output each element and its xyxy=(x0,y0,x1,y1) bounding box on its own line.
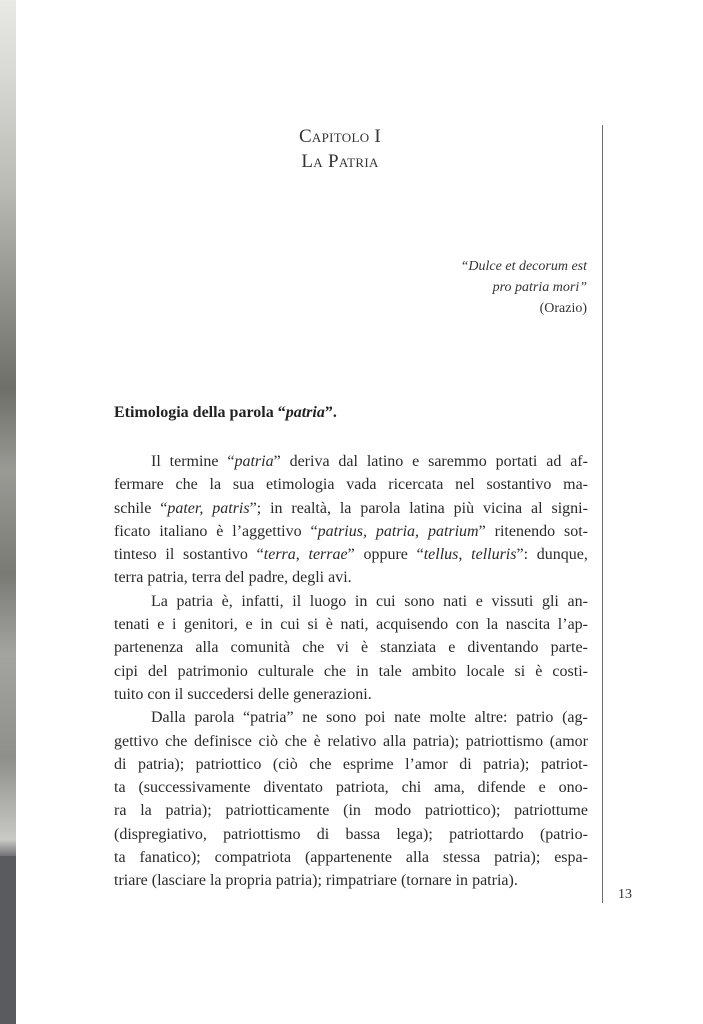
text-line: fermare che la sua etimologia vada ricercata nel sostantivo ma- xyxy=(114,476,588,494)
text-line: (dispregiativo, patriottismo di bassa lega); patriottardo (patrio- xyxy=(114,825,588,843)
epigraph-author: (Orazio) xyxy=(539,301,587,316)
heading-prefix: Etimologia della parola “ xyxy=(114,404,286,421)
text-line: terra patria, terra del padre, degli avi. xyxy=(114,569,352,587)
heading-suffix: ”. xyxy=(324,404,337,421)
gray-band xyxy=(0,856,16,1024)
text-line: tinteso il sostantivo “terra, terrae” oppure “tellus, telluris”: dunque, xyxy=(114,546,588,564)
text-line: triare (lasciare la propria patria); rimpatriare (tornare in patria). xyxy=(114,872,518,890)
chapter-name: La Patria xyxy=(301,151,379,172)
text-line: schile “pater, patris”; in realtà, la parola latina più vicina al signi- xyxy=(114,499,588,517)
text-line: cipi del patrimonio culturale che in tale ambito locale si è costi- xyxy=(114,662,588,680)
text-line: tuito con il succedersi delle generazioni. xyxy=(114,685,372,703)
heading-word: patria xyxy=(285,404,325,421)
epigraph xyxy=(461,256,587,319)
photo-edge-strip xyxy=(0,0,16,1024)
text-line: La patria è, infatti, il luogo in cui sono nati e vissuti gli an- xyxy=(151,592,588,610)
text-line: Il termine “patria” deriva dal latino e saremmo portati ad af- xyxy=(151,453,588,470)
epigraph-line-1: “Dulce et decorum est xyxy=(460,259,587,274)
text-line: ra la patria); patriotticamente (in modo patriottico); patriottume xyxy=(114,802,588,820)
chapter-title xyxy=(230,124,450,174)
body-text xyxy=(114,450,588,893)
chapter-label: Capitolo I xyxy=(298,126,382,147)
text-line: tenati e i genitori, e in cui si è nati, acquisendo con la nascita l’ap- xyxy=(114,616,588,634)
text-line: Dalla parola “patria” ne sono poi nate molte altre: patrio (ag- xyxy=(151,709,588,727)
page-number: 13 xyxy=(618,887,632,902)
text-line: ta (successivamente diventato patriota, chi ama, difende e ono- xyxy=(114,779,588,797)
text-line: partenenza alla comunità che vi è stanziata e diventando parte- xyxy=(114,639,588,657)
epigraph-line-2: pro patria mori” xyxy=(492,280,587,295)
section-heading xyxy=(114,404,337,422)
text-line: gettivo che definisce ciò che è relativo alla patria); patriottismo (amor xyxy=(114,732,588,750)
margin-rule xyxy=(602,125,603,903)
text-line: di patria); patriottico (ciò che esprime l’amor di patria); patriot- xyxy=(114,755,588,773)
text-line: ficato italiano è l’aggettivo “patrius, patria, patrium” ritenendo sot- xyxy=(114,522,588,540)
text-line: ta fanatico); compatriota (appartenente alla stessa patria); espa- xyxy=(114,849,588,867)
